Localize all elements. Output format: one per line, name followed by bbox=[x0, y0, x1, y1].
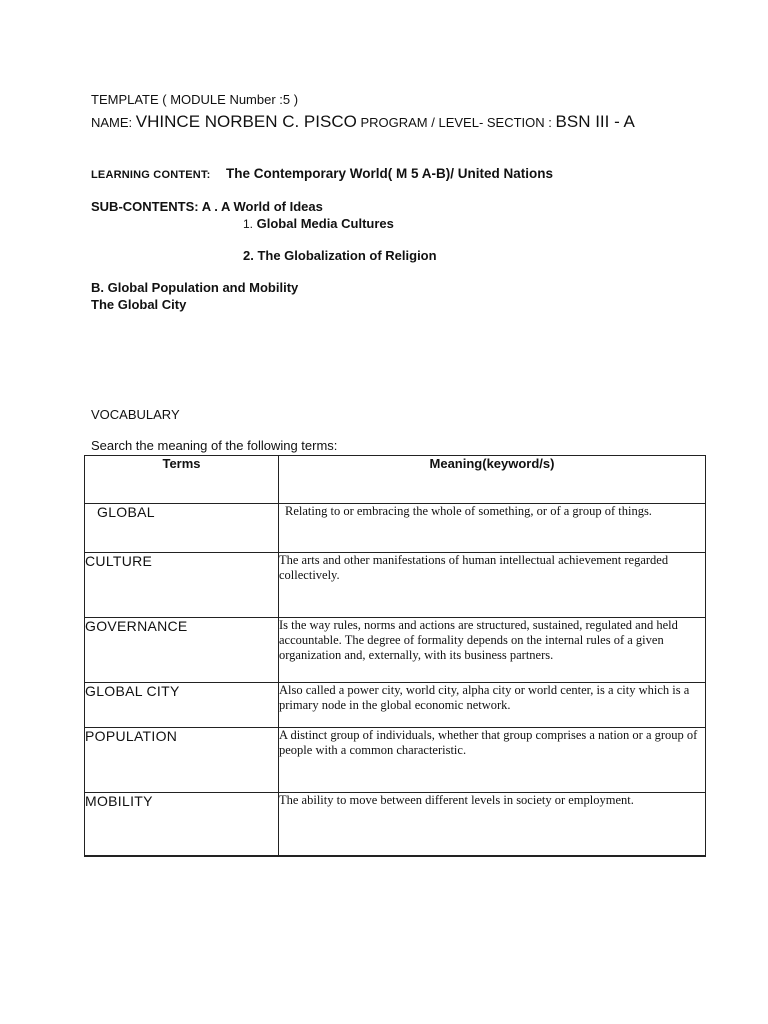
term-cell: GOVERNANCE bbox=[85, 618, 279, 683]
meaning-column-header: Meaning(keyword/s) bbox=[279, 456, 706, 504]
term-cell: MOBILITY bbox=[85, 793, 279, 856]
item-1-number: 1. bbox=[243, 217, 254, 231]
meaning-cell: Is the way rules, norms and actions are structured, sustained, regulated and held accountable. The degree of formality depends on the internal rules of a given organization and, externally, with its business partners. bbox=[279, 618, 706, 683]
sub-content-item-2: 2. The Globalization of Religion bbox=[243, 248, 437, 263]
table-header-row bbox=[85, 456, 706, 504]
section-b-heading: B. Global Population and Mobility bbox=[91, 280, 299, 295]
vocabulary-instruction: Search the meaning of the following terms: bbox=[91, 438, 338, 453]
program-value: BSN III - A bbox=[555, 112, 635, 131]
term-cell: GLOBAL CITY bbox=[85, 683, 279, 728]
term-cell: GLOBAL bbox=[85, 504, 279, 553]
terms-column-header: Terms bbox=[85, 456, 279, 504]
vocabulary-heading: VOCABULARY bbox=[91, 407, 180, 422]
meaning-cell: The ability to move between different levels in society or employment. bbox=[279, 793, 706, 856]
global-city-heading: The Global City bbox=[91, 297, 187, 312]
name-label: NAME: bbox=[91, 115, 133, 130]
table-row bbox=[85, 504, 706, 553]
sub-contents-label: SUB-CONTENTS: A . A World of Ideas bbox=[91, 199, 323, 214]
table-row bbox=[85, 618, 706, 683]
meaning-cell: Relating to or embracing the whole of something, or of a group of things. bbox=[279, 504, 706, 553]
vocabulary-table bbox=[84, 455, 706, 857]
table-row bbox=[85, 728, 706, 793]
name-value: VHINCE NORBEN C. PISCO bbox=[135, 112, 357, 131]
sub-content-item-1 bbox=[243, 216, 394, 231]
meaning-cell: The arts and other manifestations of human intellectual achievement regarded collectively. bbox=[279, 553, 706, 618]
item-1-text: Global Media Cultures bbox=[256, 216, 394, 231]
learning-content-label: LEARNING CONTENT: bbox=[91, 169, 211, 181]
program-label: PROGRAM / LEVEL- SECTION : bbox=[360, 115, 552, 130]
term-cell: POPULATION bbox=[85, 728, 279, 793]
template-line: TEMPLATE ( MODULE Number :5 ) bbox=[91, 92, 299, 107]
meaning-cell: A distinct group of individuals, whether that group comprises a nation or a group of people with a common characteristic. bbox=[279, 728, 706, 793]
table-row bbox=[85, 553, 706, 618]
term-cell: CULTURE bbox=[85, 553, 279, 618]
table-row bbox=[85, 683, 706, 728]
learning-content-value: The Contemporary World( M 5 A-B)/ United Nations bbox=[226, 166, 554, 181]
name-line bbox=[91, 112, 635, 132]
table-row bbox=[85, 793, 706, 856]
meaning-cell: Also called a power city, world city, alpha city or world center, is a city which is a primary node in the global economic network. bbox=[279, 683, 706, 728]
